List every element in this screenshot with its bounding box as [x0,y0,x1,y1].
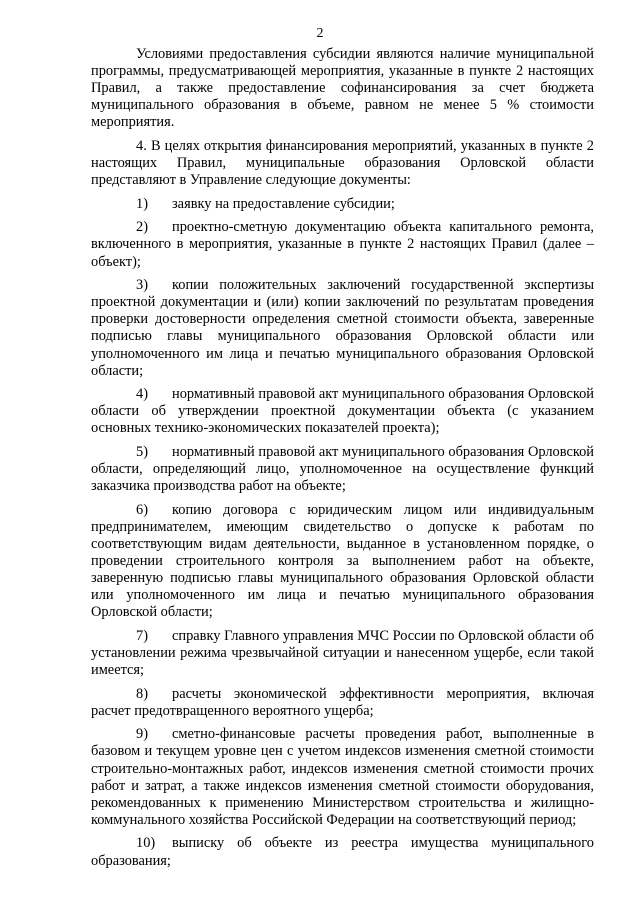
list-item-3 [91,277,594,380]
list-item-6 [91,502,594,622]
list-item-text: копии положительных заключений государственной экспертизы проектной документации и (или) копии заключений по результатам проведения проверки достоверности определения сметной стоимости объекта, заверенные подписью главы муниципального образования Орловской области или уполномоченного им лица и печатью муниципального образования Орловской области; [91,277,594,379]
list-item-number: 1) [136,195,148,212]
list-item-4 [91,386,594,437]
section-4-paragraph: 4. В целях открытия финансирования мероприятий, указанных в пункте 2 настоящих Правил, муниципальные образования Орловской области представляют в Управление следующие документы: [91,137,594,189]
list-item-10 [91,835,594,869]
list-item-number: 9) [136,726,148,743]
list-item-8 [91,686,594,720]
list-item-2 [91,219,594,270]
page-number: 2 [316,26,324,41]
list-item-text: проектно-сметную документацию объекта капитального ремонта, включенного в мероприятия, указанные в пункте 2 настоящих Правил (далее – объект); [91,219,594,270]
list-item-text: расчеты экономической эффективности мероприятия, включая расчет предотвращенного вероятного ущерба; [91,685,594,719]
list-item-text: нормативный правовой акт муниципального образования Орловской области об утверждении проектной документации объекта (с указанием основных технико-экономических показателей проекта); [91,386,594,437]
list-item-5 [91,444,594,495]
list-item-text: заявку на предоставление субсидии; [172,195,395,212]
document-body [91,46,594,876]
list-item-9 [91,726,594,829]
list-item-text: сметно-финансовые расчеты проведения работ, выполненные в базовом и текущем уровне цен с учетом индексов изменения сметной стоимости строительно-монтажных работ, индексов изменения сметной стоимости прочих работ и затрат, а также индексов изменения сметной стоимости оборудования, рекомендованных к применению Министерством строительства и жилищно-коммунального хозяйства Российской Федерации на соответствующий период; [91,726,594,828]
list-item-7 [91,628,594,679]
list-item-text: справку Главного управления МЧС России по Орловской области об установлении режима чрезвычайной ситуации и нанесенном ущербе, если такой имеется; [91,627,594,679]
list-item-number: 2) [136,219,148,236]
list-item-number: 5) [136,443,148,460]
list-item-number: 6) [136,501,148,518]
list-item-text: выписку об объекте из реестра имущества муниципального образования; [91,835,594,869]
list-item-number: 3) [136,277,148,294]
list-item-text: нормативный правовой акт муниципального образования Орловской области, определяющий лицо, уполномоченное на осуществление функций заказчика производства работ на объекте; [91,443,594,495]
list-item-number: 10) [136,835,156,852]
list-item-number: 7) [136,627,148,644]
list-item-number: 8) [136,685,148,702]
list-item-text: копию договора с юридическим лицом или индивидуальным предпринимателем, имеющим свидетельство о допуске к работам по соответствующим видам деятельности, выданное в установленном порядке, о проведении строительного контроля за выполнением работ на объекте, заверенную подписью главы муниципального образования Орловской области или уполномоченного им лица и печатью муниципального образования Орловской области; [91,501,594,621]
list-item-1 [91,196,594,213]
list-item-number: 4) [136,386,148,403]
intro-paragraph: Условиями предоставления субсидии являются наличие муниципальной программы, предусматривающей мероприятия, указанные в пункте 2 настоящих Правил, а также предоставление софинансирования за счет бюджета муниципального образования в объеме, равном не менее 5 % стоимости мероприятия. [91,46,594,131]
